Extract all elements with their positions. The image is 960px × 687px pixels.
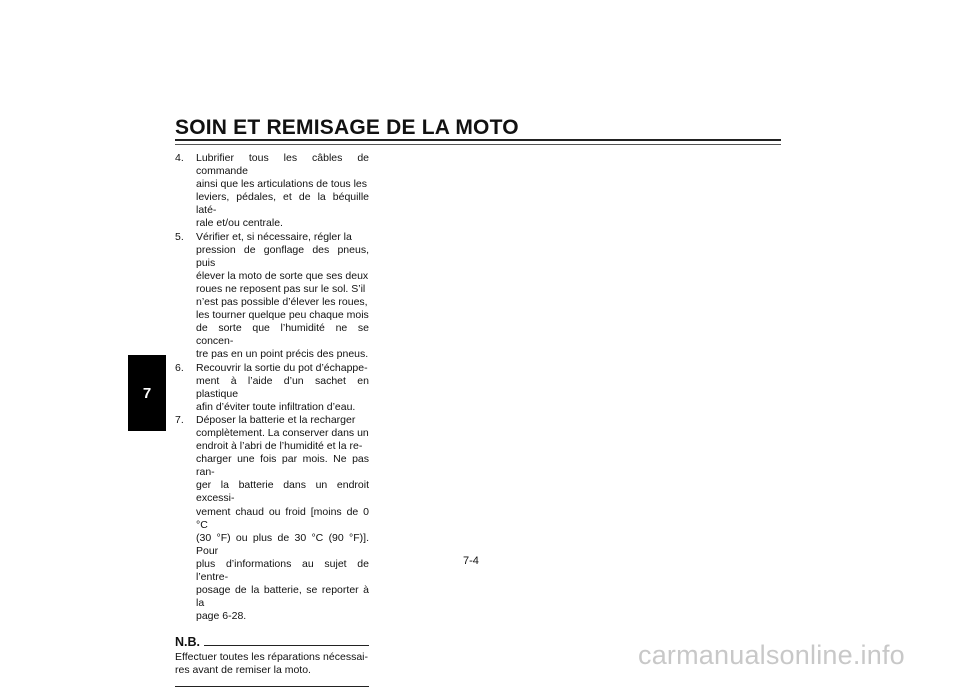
step-line: charger une fois par mois. Ne pas ran- (196, 453, 369, 479)
step-line: posage de la batterie, se reporter à la (196, 584, 369, 610)
step-line: ainsi que les articulations de tous les (196, 178, 368, 191)
header-rule-secondary (175, 144, 781, 145)
step-number: 4. (175, 152, 184, 164)
note-line: res avant de remiser la moto. (175, 664, 311, 677)
step-number: 6. (175, 361, 184, 374)
step-line: rale et/ou centrale. (196, 217, 283, 230)
note-bottom-rule (175, 686, 369, 687)
chapter-tab: 7 (128, 355, 166, 431)
step-line: ment à l’aide d’un sachet en plastique (196, 374, 369, 400)
step-line: plus d’informations au sujet de l’entre- (196, 557, 369, 583)
note-rule (204, 645, 369, 646)
step-line: leviers, pédales, et de la béquille laté- (196, 191, 369, 217)
main-content (175, 152, 369, 687)
step-line: Déposer la batterie et la recharger (196, 413, 356, 426)
note-box (175, 635, 369, 686)
note-label: N.B. (175, 635, 200, 650)
step-line: vement chaud ou froid [moins de 0 °C (196, 505, 369, 531)
step-item (175, 362, 369, 414)
watermark: carmanualsonline.info (638, 640, 905, 670)
step-line: page 6-28. (196, 610, 247, 623)
page-number: 7-4 (463, 555, 479, 567)
step-number: 5. (175, 230, 184, 243)
step-line: Vérifier et, si nécessaire, régler la (196, 230, 352, 243)
step-line: (30 °F) ou plus de 30 °C (90 °F)]. Pour (196, 531, 369, 557)
step-line: n’est pas possible d’élever les roues, (196, 296, 368, 309)
step-line: ger la batterie dans un endroit excessi- (196, 479, 369, 505)
note-line: Effectuer toutes les réparations nécessai- (175, 651, 368, 664)
note-header (175, 635, 369, 649)
step-line: de sorte que l’humidité ne se concen- (196, 322, 369, 348)
step-list (175, 152, 369, 623)
step-line: afin d’éviter toute infiltration d’eau. (196, 400, 356, 413)
step-line: élever la moto de sorte que ses deux (196, 269, 369, 282)
step-line: les tourner quelque peu chaque mois (196, 309, 369, 322)
step-line: Recouvrir la sortie du pot d’échappe- (196, 361, 368, 374)
step-line: Lubrifier tous les câbles de commande (196, 152, 369, 178)
page-title: SOIN ET REMISAGE DE LA MOTO (175, 116, 519, 139)
step-number: 7. (175, 413, 184, 426)
step-line: endroit à l’abri de l’humidité et la re- (196, 440, 363, 453)
step-item (175, 414, 369, 624)
step-line: complètement. La conserver dans un (196, 426, 369, 439)
step-item (175, 231, 369, 362)
step-item (175, 152, 369, 231)
step-line: pression de gonflage des pneus, puis (196, 243, 369, 269)
header-rule (175, 139, 781, 141)
step-line: roues ne reposent pas sur le sol. S’il (196, 282, 366, 295)
step-line: tre pas en un point précis des pneus. (196, 348, 369, 361)
note-text (175, 651, 369, 677)
